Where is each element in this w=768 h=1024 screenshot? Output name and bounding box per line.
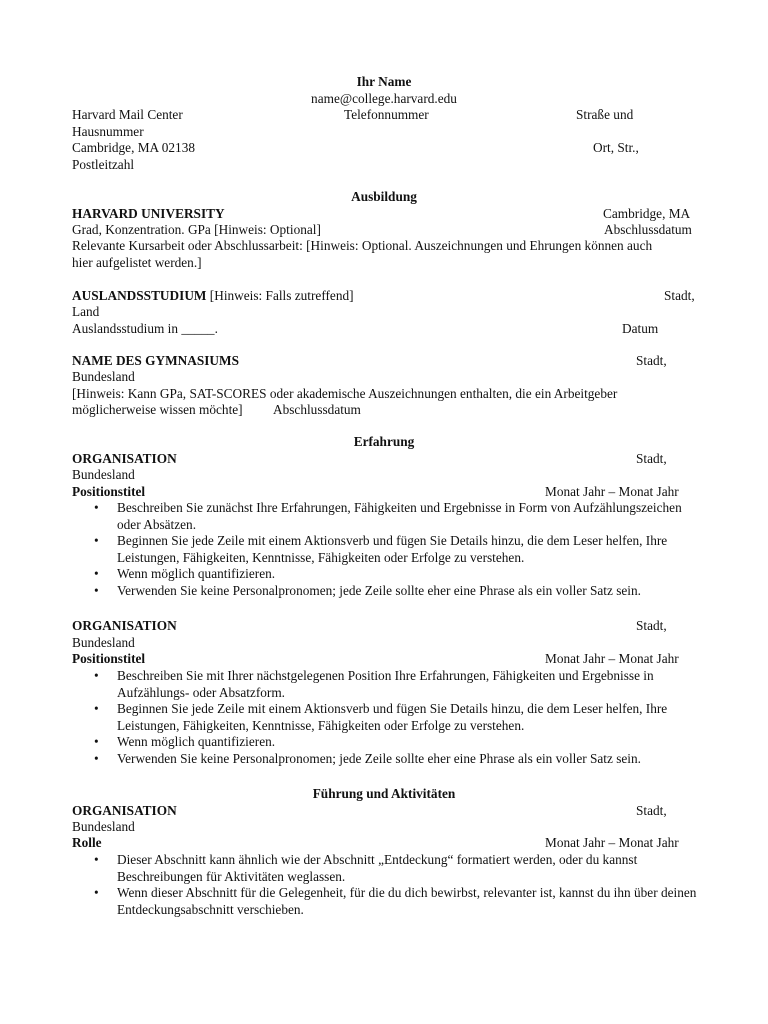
bullet-list	[72, 500, 697, 599]
org-name: ORGANISATION	[72, 803, 177, 818]
school-hint-1: [Hinweis: Kann GPa, SAT-SCORES oder akademische Auszeichnungen enthalten, die ein Arbeitgeber	[72, 386, 618, 401]
harvard-location: Cambridge, MA	[603, 206, 691, 221]
section-heading-leadership: Führung und Aktivitäten	[312, 786, 456, 801]
harvard-coursework-2: hier aufgelistet werden.]	[72, 255, 202, 270]
list-item: • Beginnen Sie jede Zeile mit einem Aktionsverb und fügen Sie Details hinzu, die dem Leser helfen, Ihre Leistungen, Fähigkeiten, Kenntnisse, Fähigkeiten oder Erfolge zu verstehen.	[72, 533, 697, 566]
address-line-1: Harvard Mail Center	[72, 107, 183, 122]
name-heading: Ihr Name	[356, 74, 412, 89]
abroad-location-2: Land	[72, 304, 100, 319]
school-hint-2: möglicherweise wissen möchte]	[72, 402, 243, 417]
org-location-2: Bundesland	[72, 819, 135, 834]
list-item: • Dieser Abschnitt kann ähnlich wie der Abschnitt „Entdeckung“ formatiert werden, oder du kannst Beschreibungen für Aktivitäten weglassen.	[72, 852, 697, 885]
position-title: Positionstitel	[72, 484, 146, 499]
org-location-1: Stadt,	[636, 803, 667, 818]
school-name: NAME DES GYMNASIUMS	[72, 353, 239, 368]
position-dates: Monat Jahr – Monat Jahr	[545, 651, 679, 666]
bullet-list	[72, 852, 697, 918]
email: name@college.harvard.edu	[311, 91, 457, 106]
abroad-heading	[72, 288, 354, 305]
bullet-list	[72, 668, 697, 767]
position-title: Positionstitel	[72, 651, 146, 666]
address-line-3: Cambridge, MA 02138	[72, 140, 195, 155]
org-location-2: Bundesland	[72, 467, 135, 482]
section-heading-experience: Erfahrung	[353, 434, 415, 449]
school-location-1: Stadt,	[636, 353, 667, 368]
abroad-name: AUSLANDSSTUDIUM	[72, 288, 207, 303]
org-location-1: Stadt,	[636, 451, 667, 466]
abroad-date: Datum	[622, 321, 659, 336]
harvard-name: HARVARD UNIVERSITY	[72, 206, 225, 221]
abroad-location-1: Stadt,	[664, 288, 695, 303]
position-dates: Monat Jahr – Monat Jahr	[545, 484, 679, 499]
list-item: • Verwenden Sie keine Personalpronomen; jede Zeile sollte eher eine Phrase als ein voller Satz sein.	[72, 751, 697, 768]
role-title: Rolle	[72, 835, 102, 850]
org-location-1: Stadt,	[636, 618, 667, 633]
list-item: • Wenn möglich quantifizieren.	[72, 734, 697, 751]
street-label: Straße und	[576, 107, 634, 122]
harvard-coursework-1: Relevante Kursarbeit oder Abschlussarbeit: [Hinweis: Optional. Auszeichnungen und Ehrungen können auch	[72, 238, 653, 253]
city-label: Ort, Str.,	[593, 140, 639, 155]
phone: Telefonnummer	[344, 107, 429, 122]
address-line-4: Postleitzahl	[72, 157, 135, 172]
abroad-detail: Auslandsstudium in _____.	[72, 321, 218, 336]
role-dates: Monat Jahr – Monat Jahr	[545, 835, 679, 850]
list-item: • Verwenden Sie keine Personalpronomen; jede Zeile sollte eher eine Phrase als ein voller Satz sein.	[72, 583, 697, 600]
org-name: ORGANISATION	[72, 451, 177, 466]
harvard-date: Abschlussdatum	[604, 222, 692, 237]
address-line-2: Hausnummer	[72, 124, 144, 139]
school-date: Abschlussdatum	[273, 402, 361, 417]
org-name: ORGANISATION	[72, 618, 177, 633]
org-location-2: Bundesland	[72, 635, 135, 650]
list-item: • Beschreiben Sie zunächst Ihre Erfahrungen, Fähigkeiten und Ergebnisse in Form von Aufzählungszeichen oder Absätzen.	[72, 500, 697, 533]
harvard-degree: Grad, Konzentration. GPa [Hinweis: Optional]	[72, 222, 321, 237]
list-item: • Wenn möglich quantifizieren.	[72, 566, 697, 583]
list-item: • Beginnen Sie jede Zeile mit einem Aktionsverb und fügen Sie Details hinzu, die dem Leser helfen, Ihre Leistungen, Fähigkeiten, Kenntnisse, Fähigkeiten oder Erfolge zu verstehen.	[72, 701, 697, 734]
section-heading-education: Ausbildung	[351, 189, 417, 204]
abroad-hint: [Hinweis: Falls zutreffend]	[206, 288, 354, 303]
school-location-2: Bundesland	[72, 369, 135, 384]
list-item: • Beschreiben Sie mit Ihrer nächstgelegenen Position Ihre Erfahrungen, Fähigkeiten und Ergebnisse in Aufzählungs- oder Absatzform.	[72, 668, 697, 701]
list-item: • Wenn dieser Abschnitt für die Gelegenheit, für die du dich bewirbst, relevanter ist, kannst du ihn über deinen Entdeckungsabschnitt verschieben.	[72, 885, 697, 918]
